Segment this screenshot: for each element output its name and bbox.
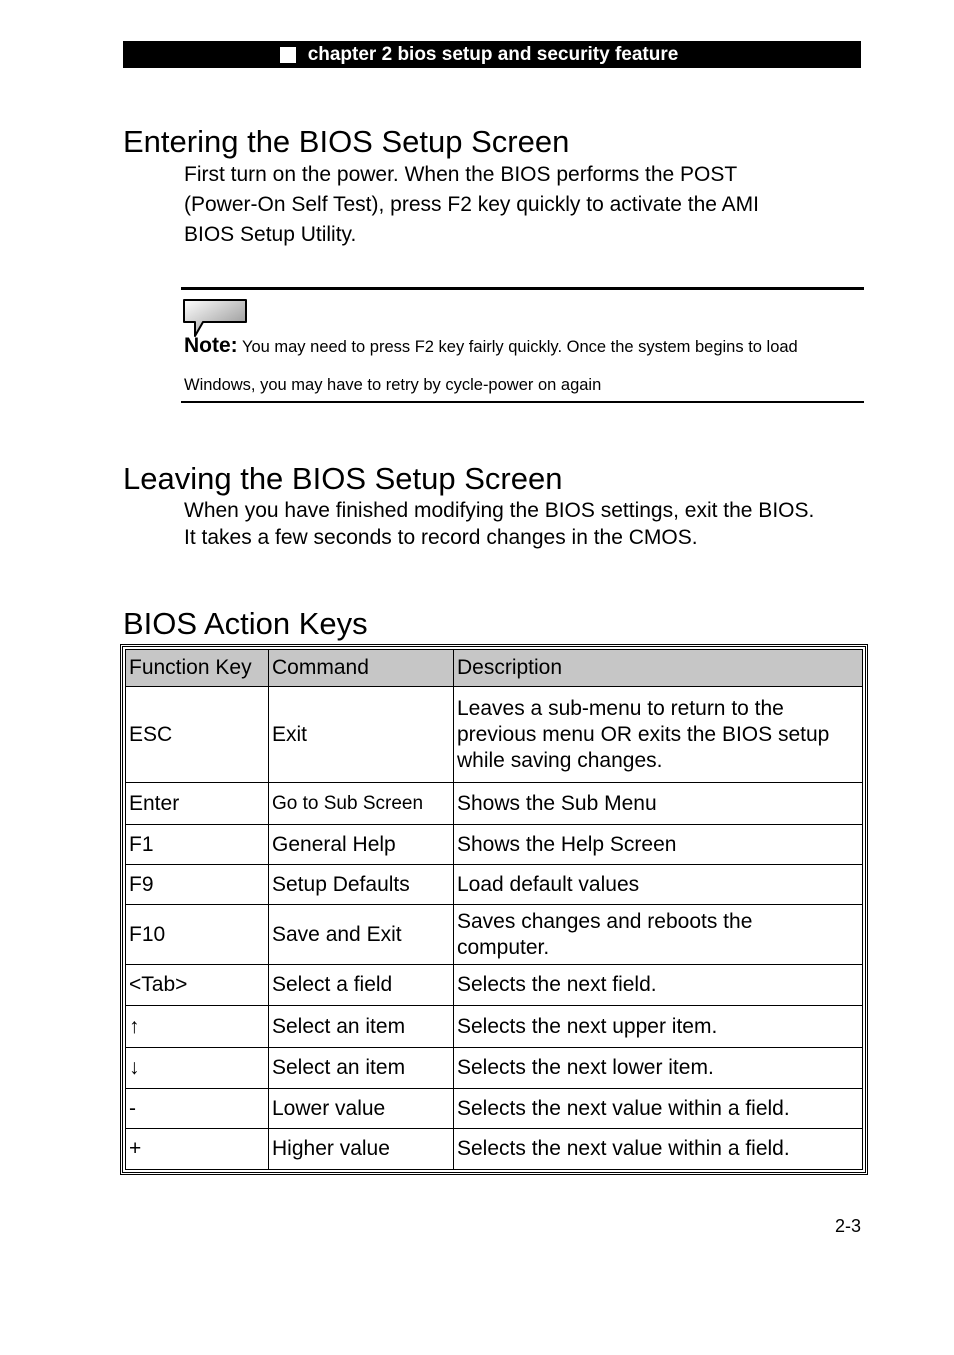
leaving-bios-paragraph <box>184 497 814 551</box>
command-cell: Save and Exit <box>269 905 454 965</box>
heading-leaving-bios: Leaving the BIOS Setup Screen <box>123 461 563 496</box>
table-row <box>126 965 863 1006</box>
key-cell: + <box>126 1129 269 1170</box>
square-bullet-icon <box>280 47 296 63</box>
key-cell: F1 <box>126 825 269 865</box>
table-row <box>126 1048 863 1089</box>
table-row <box>126 1006 863 1048</box>
key-cell: - <box>126 1089 269 1129</box>
table-row <box>126 783 863 825</box>
command-cell: Setup Defaults <box>269 865 454 905</box>
table-header-row <box>126 650 863 687</box>
table-row <box>126 865 863 905</box>
description-cell: Load default values <box>454 865 863 905</box>
command-cell: Lower value <box>269 1089 454 1129</box>
command-cell: Go to Sub Screen <box>269 783 454 825</box>
command-cell: General Help <box>269 825 454 865</box>
description-line: Leaves a sub-menu to return to the <box>457 696 784 720</box>
note-text-line2: Windows, you may have to retry by cycle-power on again <box>184 376 602 394</box>
column-header-command: Command <box>269 650 454 687</box>
command-cell: Higher value <box>269 1129 454 1170</box>
entering-bios-paragraph <box>184 160 759 250</box>
column-header-description: Description <box>454 650 863 687</box>
description-line: computer. <box>457 935 550 959</box>
table-row <box>126 825 863 865</box>
command-cell: Select an item <box>269 1006 454 1048</box>
description-cell <box>454 905 863 965</box>
key-cell: <Tab> <box>126 965 269 1006</box>
table-row <box>126 687 863 783</box>
description-line: while saving changes. <box>457 748 663 772</box>
table-row <box>126 1089 863 1129</box>
note-text-line1 <box>184 334 798 358</box>
table-row <box>126 1129 863 1170</box>
key-cell: F9 <box>126 865 269 905</box>
description-cell: Selects the next value within a field. <box>454 1089 863 1129</box>
note-label: Note: <box>184 334 238 357</box>
description-cell: Selects the next lower item. <box>454 1048 863 1089</box>
heading-bios-action-keys: BIOS Action Keys <box>123 606 368 641</box>
table-row <box>126 905 863 965</box>
entering-line: (Power-On Self Test), press F2 key quickly to activate the AMI <box>184 193 759 216</box>
note-bottom-rule <box>181 401 864 403</box>
key-cell-down-arrow: ↓ <box>126 1048 269 1089</box>
page-number: 2-3 <box>835 1216 862 1236</box>
command-cell: Exit <box>269 687 454 783</box>
note-body-1: You may need to press F2 key fairly quickly. Once the system begins to load <box>237 338 798 356</box>
description-cell: Shows the Sub Menu <box>454 783 863 825</box>
description-line: Saves changes and reboots the <box>457 909 753 933</box>
column-header-function-key: Function Key <box>126 650 269 687</box>
chapter-header-bar <box>123 41 861 68</box>
leaving-line: When you have finished modifying the BIOS settings, exit the BIOS. <box>184 499 815 522</box>
chapter-title: chapter 2 bios setup and security feature <box>307 43 679 65</box>
description-cell <box>454 687 863 783</box>
key-cell: ESC <box>126 687 269 783</box>
description-line: previous menu OR exits the BIOS setup <box>457 722 830 746</box>
bios-keys-table <box>125 649 863 1170</box>
leaving-line: It takes a few seconds to record changes in the CMOS. <box>184 526 698 549</box>
heading-entering-bios: Entering the BIOS Setup Screen <box>123 124 570 159</box>
description-cell: Selects the next upper item. <box>454 1006 863 1048</box>
description-cell: Selects the next value within a field. <box>454 1129 863 1170</box>
description-cell: Shows the Help Screen <box>454 825 863 865</box>
entering-line: BIOS Setup Utility. <box>184 223 357 246</box>
key-cell-up-arrow: ↑ <box>126 1006 269 1048</box>
command-cell: Select an item <box>269 1048 454 1089</box>
key-cell: F10 <box>126 905 269 965</box>
note-pad-icon <box>183 298 249 338</box>
entering-line: First turn on the power. When the BIOS performs the POST <box>184 163 738 186</box>
description-cell: Selects the next field. <box>454 965 863 1006</box>
note-top-rule <box>181 287 864 290</box>
key-cell: Enter <box>126 783 269 825</box>
command-cell: Select a field <box>269 965 454 1006</box>
bios-keys-table-frame <box>120 644 868 1175</box>
